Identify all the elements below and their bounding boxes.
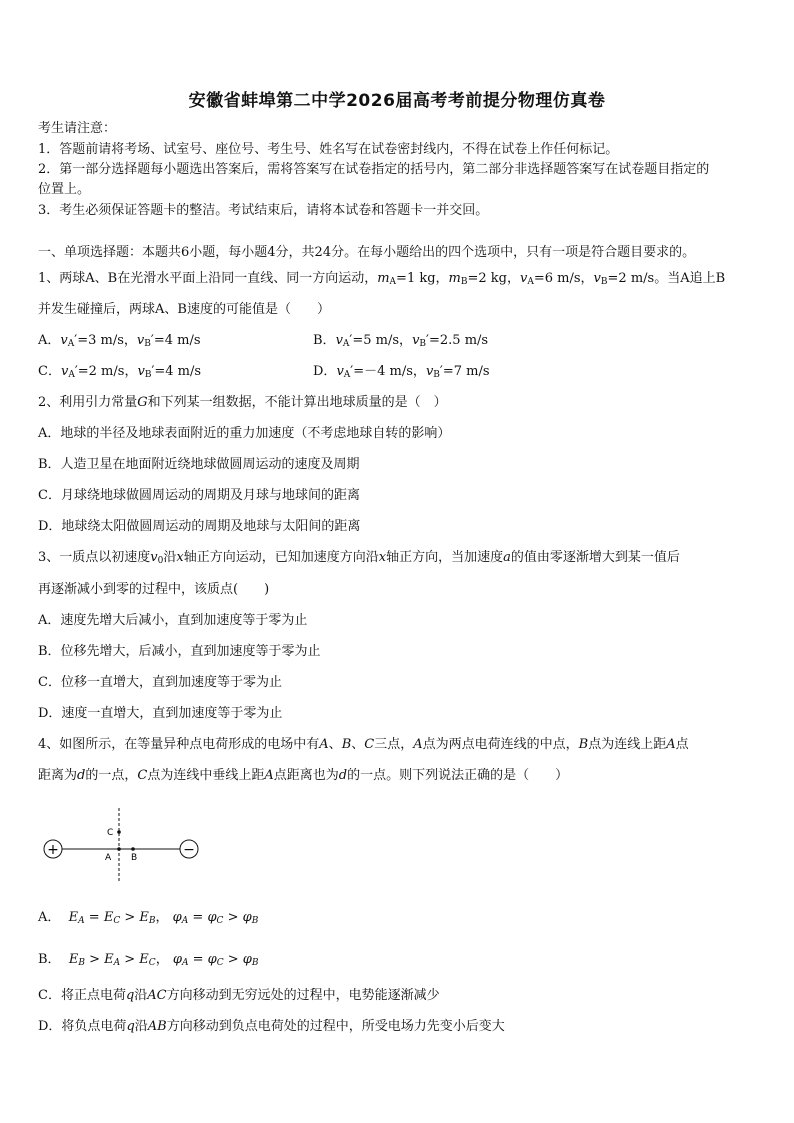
notice-item: 1．答题前请将考场、试室号、座位号、考生号、姓名写在试卷密封线内，不得在试卷上作任何标记。 bbox=[38, 142, 619, 157]
notice-item: 3．考生必须保证答题卡的整洁。考试结束后，请将本试卷和答题卡一并交回。 bbox=[38, 203, 489, 218]
point-a-dot bbox=[117, 847, 121, 851]
point-c-label: C bbox=[107, 828, 114, 838]
notice-item: 位置上。 bbox=[38, 182, 91, 197]
point-b-label: B bbox=[131, 853, 138, 863]
negative-sign: − bbox=[183, 842, 195, 858]
charge-field-diagram bbox=[38, 800, 208, 890]
q3-option-b: B．位移先增大，后减小，直到加速度等于零为止 bbox=[38, 644, 321, 659]
q4-option-d: D．将负点电荷q沿AB方向移动到负点电荷处的过程中，所受电场力先变小后变大 bbox=[38, 1019, 505, 1034]
q1-option-c: C．$v_A'=2$ m/s，$v_B'=4$ m/s bbox=[38, 364, 202, 380]
q1-stem: 1、两球A、B在光滑水平面上沿同一直线、同一方向运动，$m_A=1$ kg，$m_B=2$ kg，$v_A=6$ m/s，$v_B=2$ m/s。当A追上B bbox=[38, 271, 726, 287]
point-a-label: A bbox=[105, 853, 112, 863]
q4-stem: 4、如图所示，在等量异种点电荷形成的电场中有A、B、C三点，A点为两点电荷连线的中点，B点为连线上距A点 bbox=[38, 737, 689, 752]
q3-stem: 3、一质点以初速度$v_0$沿x轴正方向运动，已知加速度方向沿x轴正方向，当加速度a的值由零逐渐增大到某一值后 bbox=[38, 550, 680, 566]
q4-option-a: A． $E_A = E_C > E_B$， $\varphi_A = \varphi_C > \varphi_B$ bbox=[38, 910, 259, 926]
exam-title: 安徽省蚌埠第二中学2026届高考考前提分物理仿真卷 bbox=[188, 91, 606, 111]
notice-item: 2．第一部分选择题每小题选出答案后，需将答案写在试卷指定的括号内，第二部分非选择题答案写在试卷题目指定的 bbox=[38, 162, 710, 177]
point-c-dot bbox=[117, 830, 121, 834]
q4-stem-2: 距离为d的一点，C点为连线中垂线上距A点距离也为d的一点。则下列说法正确的是（ ） bbox=[38, 768, 569, 783]
q1-option-a: A．$v_A'=3$ m/s，$v_B'=4$ m/s bbox=[38, 333, 201, 349]
q2-option-b: B．人造卫星在地面附近绕地球做圆周运动的速度及周期 bbox=[38, 457, 360, 472]
q1-stem-2: 并发生碰撞后，两球A、B速度的可能值是（ ） bbox=[38, 302, 330, 317]
section-heading: 一、单项选择题：本题共6小题，每小题4分，共24分。在每小题给出的四个选项中，只有一项是符合题目要求的。 bbox=[38, 245, 696, 260]
q3-stem-2: 再逐渐减小到零的过程中，该质点( ) bbox=[38, 582, 270, 597]
positive-sign: + bbox=[47, 842, 59, 858]
q4-option-b: B． $E_B > E_A > E_C$， $\varphi_A = \varphi_C > \varphi_B$ bbox=[38, 952, 259, 968]
point-b-dot bbox=[131, 847, 135, 851]
q2-option-a: A．地球的半径及地球表面附近的重力加速度（不考虑地球自转的影响） bbox=[38, 426, 451, 441]
q2-option-c: C．月球绕地球做圆周运动的周期及月球与地球间的距离 bbox=[38, 488, 360, 503]
q2-stem: 2、利用引力常量G和下列某一组数据，不能计算出地球质量的是（ ） bbox=[38, 395, 447, 410]
q3-option-d: D．速度一直增大，直到加速度等于零为止 bbox=[38, 706, 283, 721]
q3-option-a: A．速度先增大后减小，直到加速度等于零为止 bbox=[38, 613, 308, 628]
q2-option-d: D．地球绕太阳做圆周运动的周期及地球与太阳间的距离 bbox=[38, 519, 361, 534]
q3-option-c: C．位移一直增大，直到加速度等于零为止 bbox=[38, 675, 282, 690]
q4-option-c: C．将正点电荷q沿AC方向移动到无穷远处的过程中，电势能逐渐减少 bbox=[38, 988, 440, 1003]
q1-option-b: B．$v_A'=5$ m/s，$v_B'=2.5$ m/s bbox=[313, 333, 489, 349]
notice-heading: 考生请注意： bbox=[38, 121, 117, 136]
q1-option-d: D．$v_A'=-4$ m/s，$v_B'=7$ m/s bbox=[313, 364, 490, 380]
